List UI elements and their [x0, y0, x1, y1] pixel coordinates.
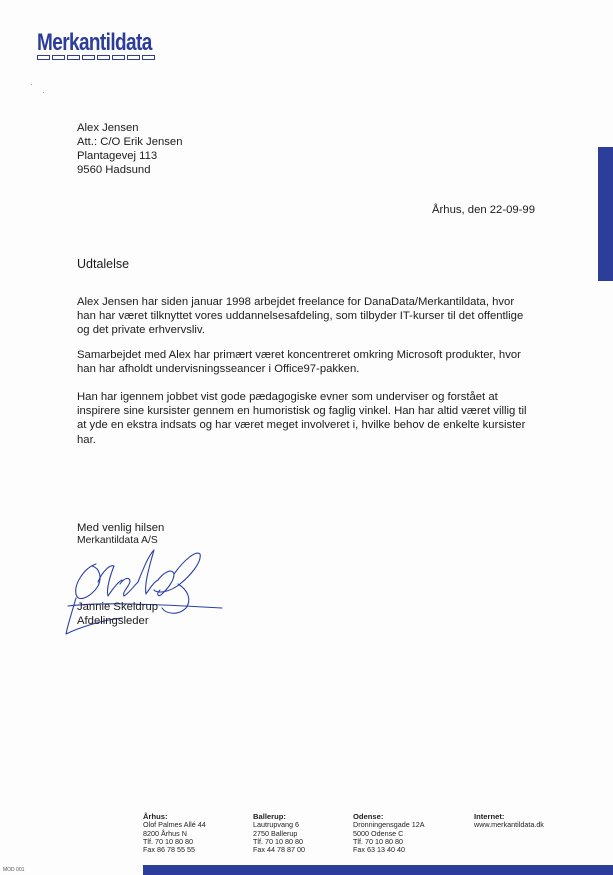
- paragraph-3: [77, 390, 552, 447]
- footer-phone: Tlf. 70 10 80 80: [143, 836, 193, 846]
- paragraph-2: [77, 348, 552, 376]
- footer-street: Olof Palmes Allé 44: [143, 820, 206, 830]
- letter-date: Århus, den 22-09-99: [432, 204, 535, 216]
- paragraph-line: han har afholdt undervisningsseancer i Office97-pakken.: [77, 363, 360, 376]
- signer-title: Afdelingsleder: [77, 615, 149, 627]
- paragraph-line: han har været tilknyttet vores uddannelsesafdeling, som tilbyder IT-kurser til det offentlige: [77, 310, 524, 323]
- paragraph-line: at yde en ekstra indsats og har været meget involveret i, hvilke behov de enkelte kursister: [77, 419, 526, 432]
- recipient-att: Att.: C/O Erik Jensen: [77, 136, 183, 148]
- recipient-name: Alex Jensen: [77, 122, 139, 134]
- speck: ·: [30, 80, 33, 89]
- footer-city: 2750 Ballerup: [253, 828, 298, 838]
- brand-side-bar: [598, 147, 613, 281]
- paragraph-line: Alex Jensen har siden januar 1998 arbejdet freelance for DanaData/Merkantildata, hvor: [77, 296, 515, 308]
- footer-city: 5000 Odense C: [353, 828, 404, 838]
- paragraph-1: [77, 295, 552, 338]
- paragraph-line: har.: [77, 433, 96, 446]
- paragraph-line: Samarbejdet med Alex har primært været koncentreret omkring Microsoft produkter, hvor: [77, 349, 521, 361]
- logo-text: Merkantildata: [37, 30, 152, 57]
- footer-street: Lautrupvang 6: [253, 820, 299, 830]
- logo-squares: [37, 55, 155, 60]
- recipient-city: 9560 Hadsund: [77, 164, 151, 176]
- form-code: MOD 001: [3, 867, 25, 873]
- brand-bottom-bar: [143, 865, 613, 875]
- recipient-street: Plantagevej 113: [77, 150, 158, 162]
- merkantildata-logo: [37, 30, 152, 62]
- footer-fax: Fax 44 78 87 00: [253, 845, 305, 855]
- signer-name: Jannie Skeldrup: [77, 601, 159, 613]
- closing-greeting: Med venlig hilsen: [77, 522, 165, 534]
- footer-website-link[interactable]: www.merkantildata.dk: [474, 820, 544, 830]
- footer-fax: Fax 63 13 40 40: [353, 845, 405, 855]
- footer-city: 8200 Århus N: [143, 828, 187, 838]
- letter-subject: Udtalelse: [77, 257, 130, 271]
- footer-street: Dronningensgade 12A: [353, 820, 425, 830]
- footer-phone: Tlf. 70 10 80 80: [353, 836, 403, 846]
- footer-heading: Ballerup:: [253, 812, 286, 821]
- speck: ·: [42, 88, 45, 97]
- paragraph-line: inspirere sine kursister gennem en humoristisk og faglig vinkel. Han har altid været villig til: [77, 405, 527, 418]
- paragraph-line: og det private erhvervsliv.: [77, 324, 205, 337]
- paragraph-line: Han har igennem jobbet vist gode pædagogiske evner som underviser og forstået at: [77, 391, 498, 403]
- footer-internet: [474, 813, 544, 830]
- footer-fax: Fax 86 78 55 55: [143, 845, 195, 855]
- footer-heading: Odense:: [353, 812, 384, 821]
- closing-company: Merkantildata A/S: [77, 535, 158, 546]
- footer-odense: [353, 813, 425, 854]
- footer-heading: Århus:: [143, 812, 168, 821]
- footer-ballerup: [253, 813, 305, 854]
- footer-phone: Tlf. 70 10 80 80: [253, 836, 303, 846]
- footer-heading: Internet:: [474, 812, 505, 821]
- footer-aarhus: [143, 813, 206, 854]
